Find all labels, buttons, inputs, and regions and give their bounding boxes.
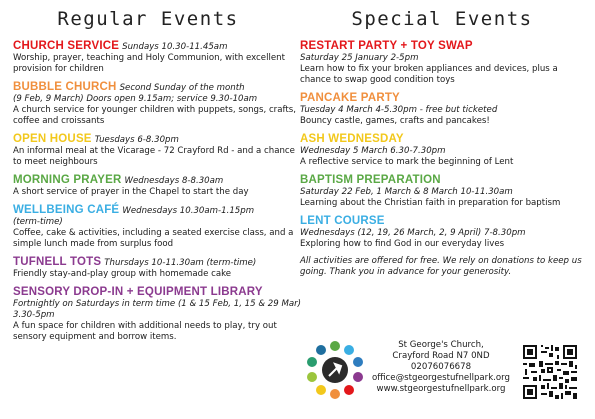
event-title: RESTART PARTY + TOY SWAP <box>300 40 473 52</box>
event-title: TUFNELL TOTS <box>13 256 102 268</box>
event-title: BAPTISM PREPARATION <box>300 174 441 186</box>
event-baptism-preparation <box>300 174 584 209</box>
event-church-service <box>13 40 303 75</box>
special-events-heading: Special Events <box>351 8 533 30</box>
event-sensory-drop-in <box>13 286 303 343</box>
event-description: A reflective service to mark the beginning of Lent <box>300 157 514 167</box>
event-title: PANCAKE PARTY <box>300 92 400 104</box>
event-time-detail: Fortnightly on Saturdays in term time (1 & 15 Feb, 1, 15 & 29 Mar) 3.30-5pm <box>13 299 302 320</box>
event-title: WELLBEING CAFÉ <box>13 204 120 216</box>
event-time-detail: Tuesday 4 March 4-5.30pm - free but ticketed <box>300 105 498 115</box>
event-time-detail: Saturday 22 Feb, 1 March & 8 March 10-11.30am <box>300 187 513 197</box>
event-lent-course <box>300 215 584 250</box>
event-time: Tuesdays 6-8.30pm <box>94 135 179 145</box>
church-logo <box>305 340 365 400</box>
church-email[interactable]: office@stgeorgestufnellpark.org <box>371 373 511 383</box>
regular-events-column <box>13 0 303 349</box>
event-time: Sundays 10.30-11.45am <box>122 42 228 52</box>
event-description: Bouncy castle, games, crafts and pancakes! <box>300 116 490 126</box>
event-title: MORNING PRAYER <box>13 174 122 186</box>
event-description: An informal meal at the Vicarage - 72 Crayford Rd - and a chance to meet neighbours <box>13 146 295 167</box>
event-time-detail: (term-time) <box>13 217 63 227</box>
event-description: Friendly stay-and-play group with homemade cake <box>13 269 232 279</box>
event-time: Thursdays 10-11.30am (term-time) <box>104 258 257 268</box>
church-phone: 02076076678 <box>410 362 472 372</box>
event-pancake-party <box>300 92 584 127</box>
qr-code[interactable] <box>521 343 579 401</box>
event-title: OPEN HOUSE <box>13 133 92 145</box>
event-time: Wednesdays 8-8.30am <box>124 176 224 186</box>
church-address: Crayford Road N7 0ND <box>392 351 490 361</box>
event-description: Coffee, cake & activities, including a seated exercise class, and a simple lunch made from surplus food <box>13 228 294 249</box>
event-time-detail: Wednesday 5 March 6.30-7.30pm <box>300 146 446 156</box>
event-title: SENSORY DROP-IN + EQUIPMENT LIBRARY <box>13 286 263 298</box>
event-description: Learning about the Christian faith in preparation for baptism <box>300 198 561 208</box>
event-time-detail: (9 Feb, 9 March) Doors open 9.15am; service 9.30-10am <box>13 94 258 104</box>
event-description: Learn how to fix your broken appliances and devices, plus a chance to swap good condition toys <box>300 64 558 85</box>
event-title: CHURCH SERVICE <box>13 40 120 52</box>
event-description: A fun space for children with additional needs to play, try out sensory equipment and borrow items. <box>13 321 277 342</box>
church-website[interactable]: www.stgeorgestufnellpark.org <box>376 384 506 394</box>
event-restart-party <box>300 40 584 86</box>
event-title: BUBBLE CHURCH <box>13 81 117 93</box>
event-bubble-church <box>13 81 303 127</box>
event-description: Worship, prayer, teaching and Holy Communion, with excellent provision for children <box>13 53 285 74</box>
event-tufnell-tots <box>13 256 303 280</box>
donations-note: All activities are offered for free. We rely on donations to keep us going. Thank you in advance for your generosity. <box>300 256 582 277</box>
event-ash-wednesday <box>300 133 584 168</box>
event-title: ASH WEDNESDAY <box>300 133 404 145</box>
special-events-column <box>300 0 584 278</box>
church-name: St George's Church, <box>398 340 484 350</box>
event-open-house <box>13 133 303 168</box>
event-time-detail: Wednesdays (12, 19, 26 March, 2, 9 April) 7-8.30pm <box>300 228 526 238</box>
event-wellbeing-cafe <box>13 204 303 250</box>
event-description: A church service for younger children with puppets, songs, crafts, coffee and croissants <box>13 105 296 126</box>
event-time: Second Sunday of the month <box>119 83 245 93</box>
contact-block <box>366 340 516 395</box>
event-time-detail: Saturday 25 January 2-5pm <box>300 53 419 63</box>
regular-events-heading: Regular Events <box>57 8 239 30</box>
event-title: LENT COURSE <box>300 215 385 227</box>
event-time: Wednesdays 10.30am-1.15pm <box>122 206 255 216</box>
event-description: Exploring how to find God in our everyday lives <box>300 239 505 249</box>
event-morning-prayer <box>13 174 303 198</box>
event-description: A short service of prayer in the Chapel to start the day <box>13 187 249 197</box>
